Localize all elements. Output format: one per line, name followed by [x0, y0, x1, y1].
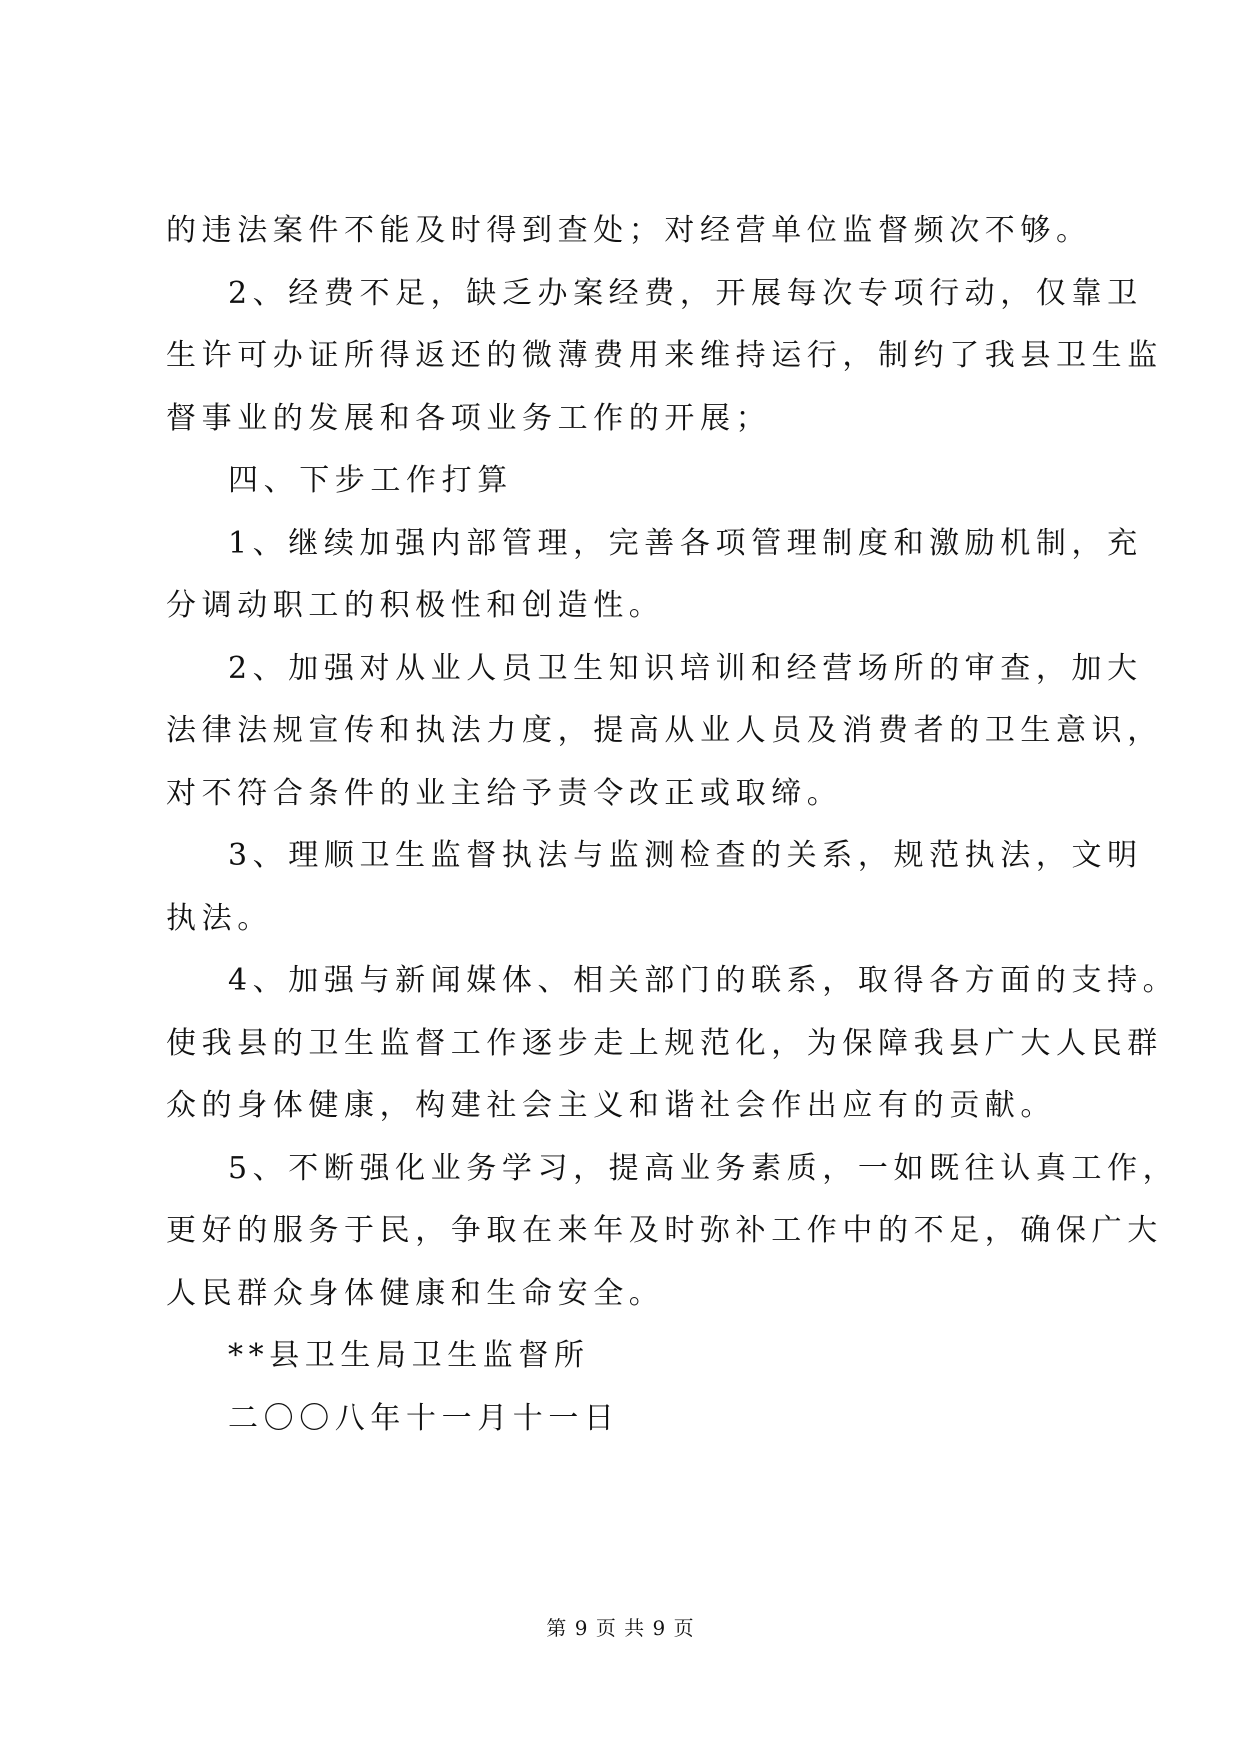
signature-organization: **县卫生局卫生监督所: [228, 1338, 590, 1373]
body-line: 4、加强与新闻媒体、相关部门的联系，取得各方面的支持。: [228, 963, 1179, 998]
body-line: 督事业的发展和各项业务工作的开展；: [166, 400, 772, 436]
body-line: 2、经费不足，缺乏办案经费，开展每次专项行动，仅靠卫: [228, 275, 1143, 311]
signature-date: 二〇〇八年十一月十一日: [228, 1400, 620, 1436]
body-line: 2、加强对从业人员卫生知识培训和经营场所的审查，加大: [228, 650, 1143, 686]
body-line: 对不符合条件的业主给予责令改正或取缔。: [166, 775, 843, 811]
body-line: 执法。: [166, 900, 273, 936]
body-line: 更好的服务于民，争取在来年及时弥补工作中的不足，确保广大: [166, 1213, 1163, 1248]
page-number-footer: 第 9 页 共 9 页: [546, 1616, 695, 1640]
body-line: 分调动职工的积极性和创造性。: [166, 588, 665, 623]
body-line: 人民群众身体健康和生命安全。: [166, 1275, 665, 1311]
section-heading: 四、下步工作打算: [228, 463, 513, 498]
body-line: 3、理顺卫生监督执法与监测检查的关系，规范执法，文明: [228, 838, 1143, 873]
document-body: [166, 200, 1179, 1450]
body-line: 使我县的卫生监督工作逐步走上规范化，为保障我县广大人民群: [166, 1025, 1163, 1061]
body-line: 生许可办证所得返还的微薄费用来维持运行，制约了我县卫生监: [166, 338, 1163, 373]
body-line: 1、继续加强内部管理，完善各项管理制度和激励机制，充: [228, 525, 1143, 561]
body-line: 法律法规宣传和执法力度，提高从业人员及消费者的卫生意识，: [166, 713, 1163, 748]
body-line: 众的身体健康，构建社会主义和谐社会作出应有的贡献。: [166, 1088, 1056, 1123]
body-line: 5、不断强化业务学习，提高业务素质，一如既往认真工作，: [228, 1150, 1179, 1186]
body-line: 的违法案件不能及时得到查处；对经营单位监督频次不够。: [166, 213, 1092, 248]
